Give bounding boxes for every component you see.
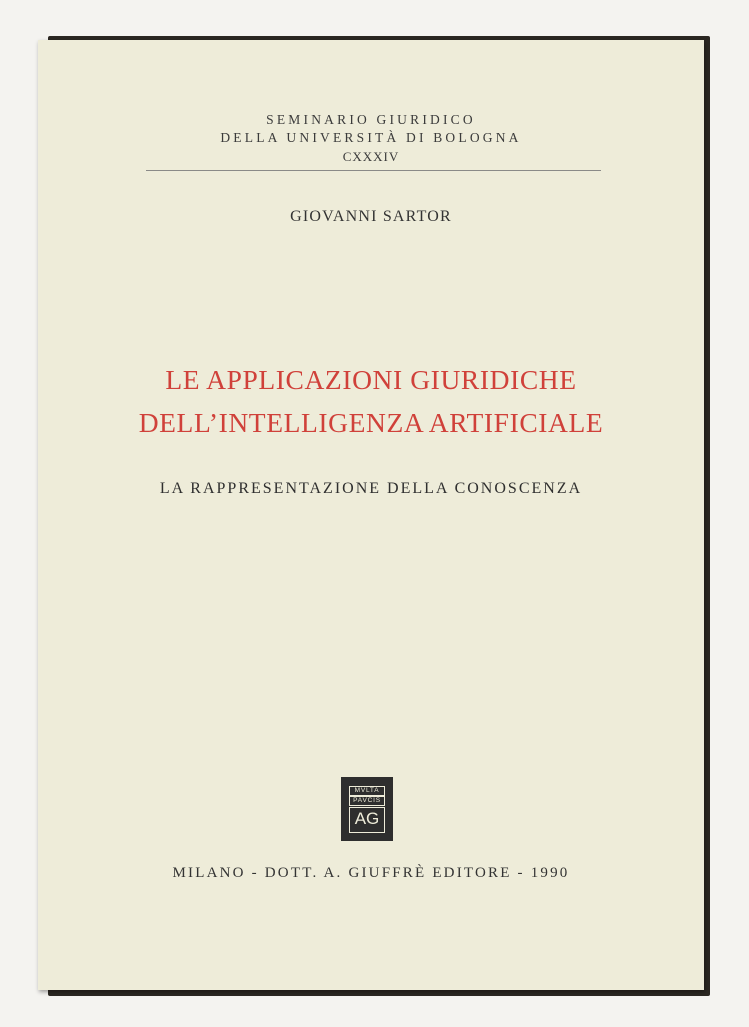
- publisher-logo: [341, 777, 393, 841]
- publisher-imprint: MILANO - DOTT. A. GIUFFRÈ EDITORE - 1990: [172, 865, 570, 881]
- logo-mark: AG: [349, 807, 385, 833]
- logo-motto-2: PAVCIS: [349, 796, 385, 806]
- title-line-1: LE APPLICAZIONI GIURIDICHE: [165, 364, 577, 395]
- logo-motto-1: MVLTA: [349, 786, 385, 796]
- author-name: GIOVANNI SARTOR: [290, 208, 452, 225]
- title-line-2: DELL’INTELLIGENZA ARTIFICIALE: [138, 407, 604, 438]
- series-university: DELLA UNIVERSITÀ DI BOLOGNA: [220, 130, 522, 145]
- book-cover: [38, 40, 704, 990]
- series-volume: CXXXIV: [342, 149, 400, 164]
- divider-rule: [146, 170, 601, 171]
- series-name: SEMINARIO GIURIDICO: [266, 112, 476, 127]
- subtitle: LA RAPPRESENTAZIONE DELLA CONOSCENZA: [159, 480, 583, 497]
